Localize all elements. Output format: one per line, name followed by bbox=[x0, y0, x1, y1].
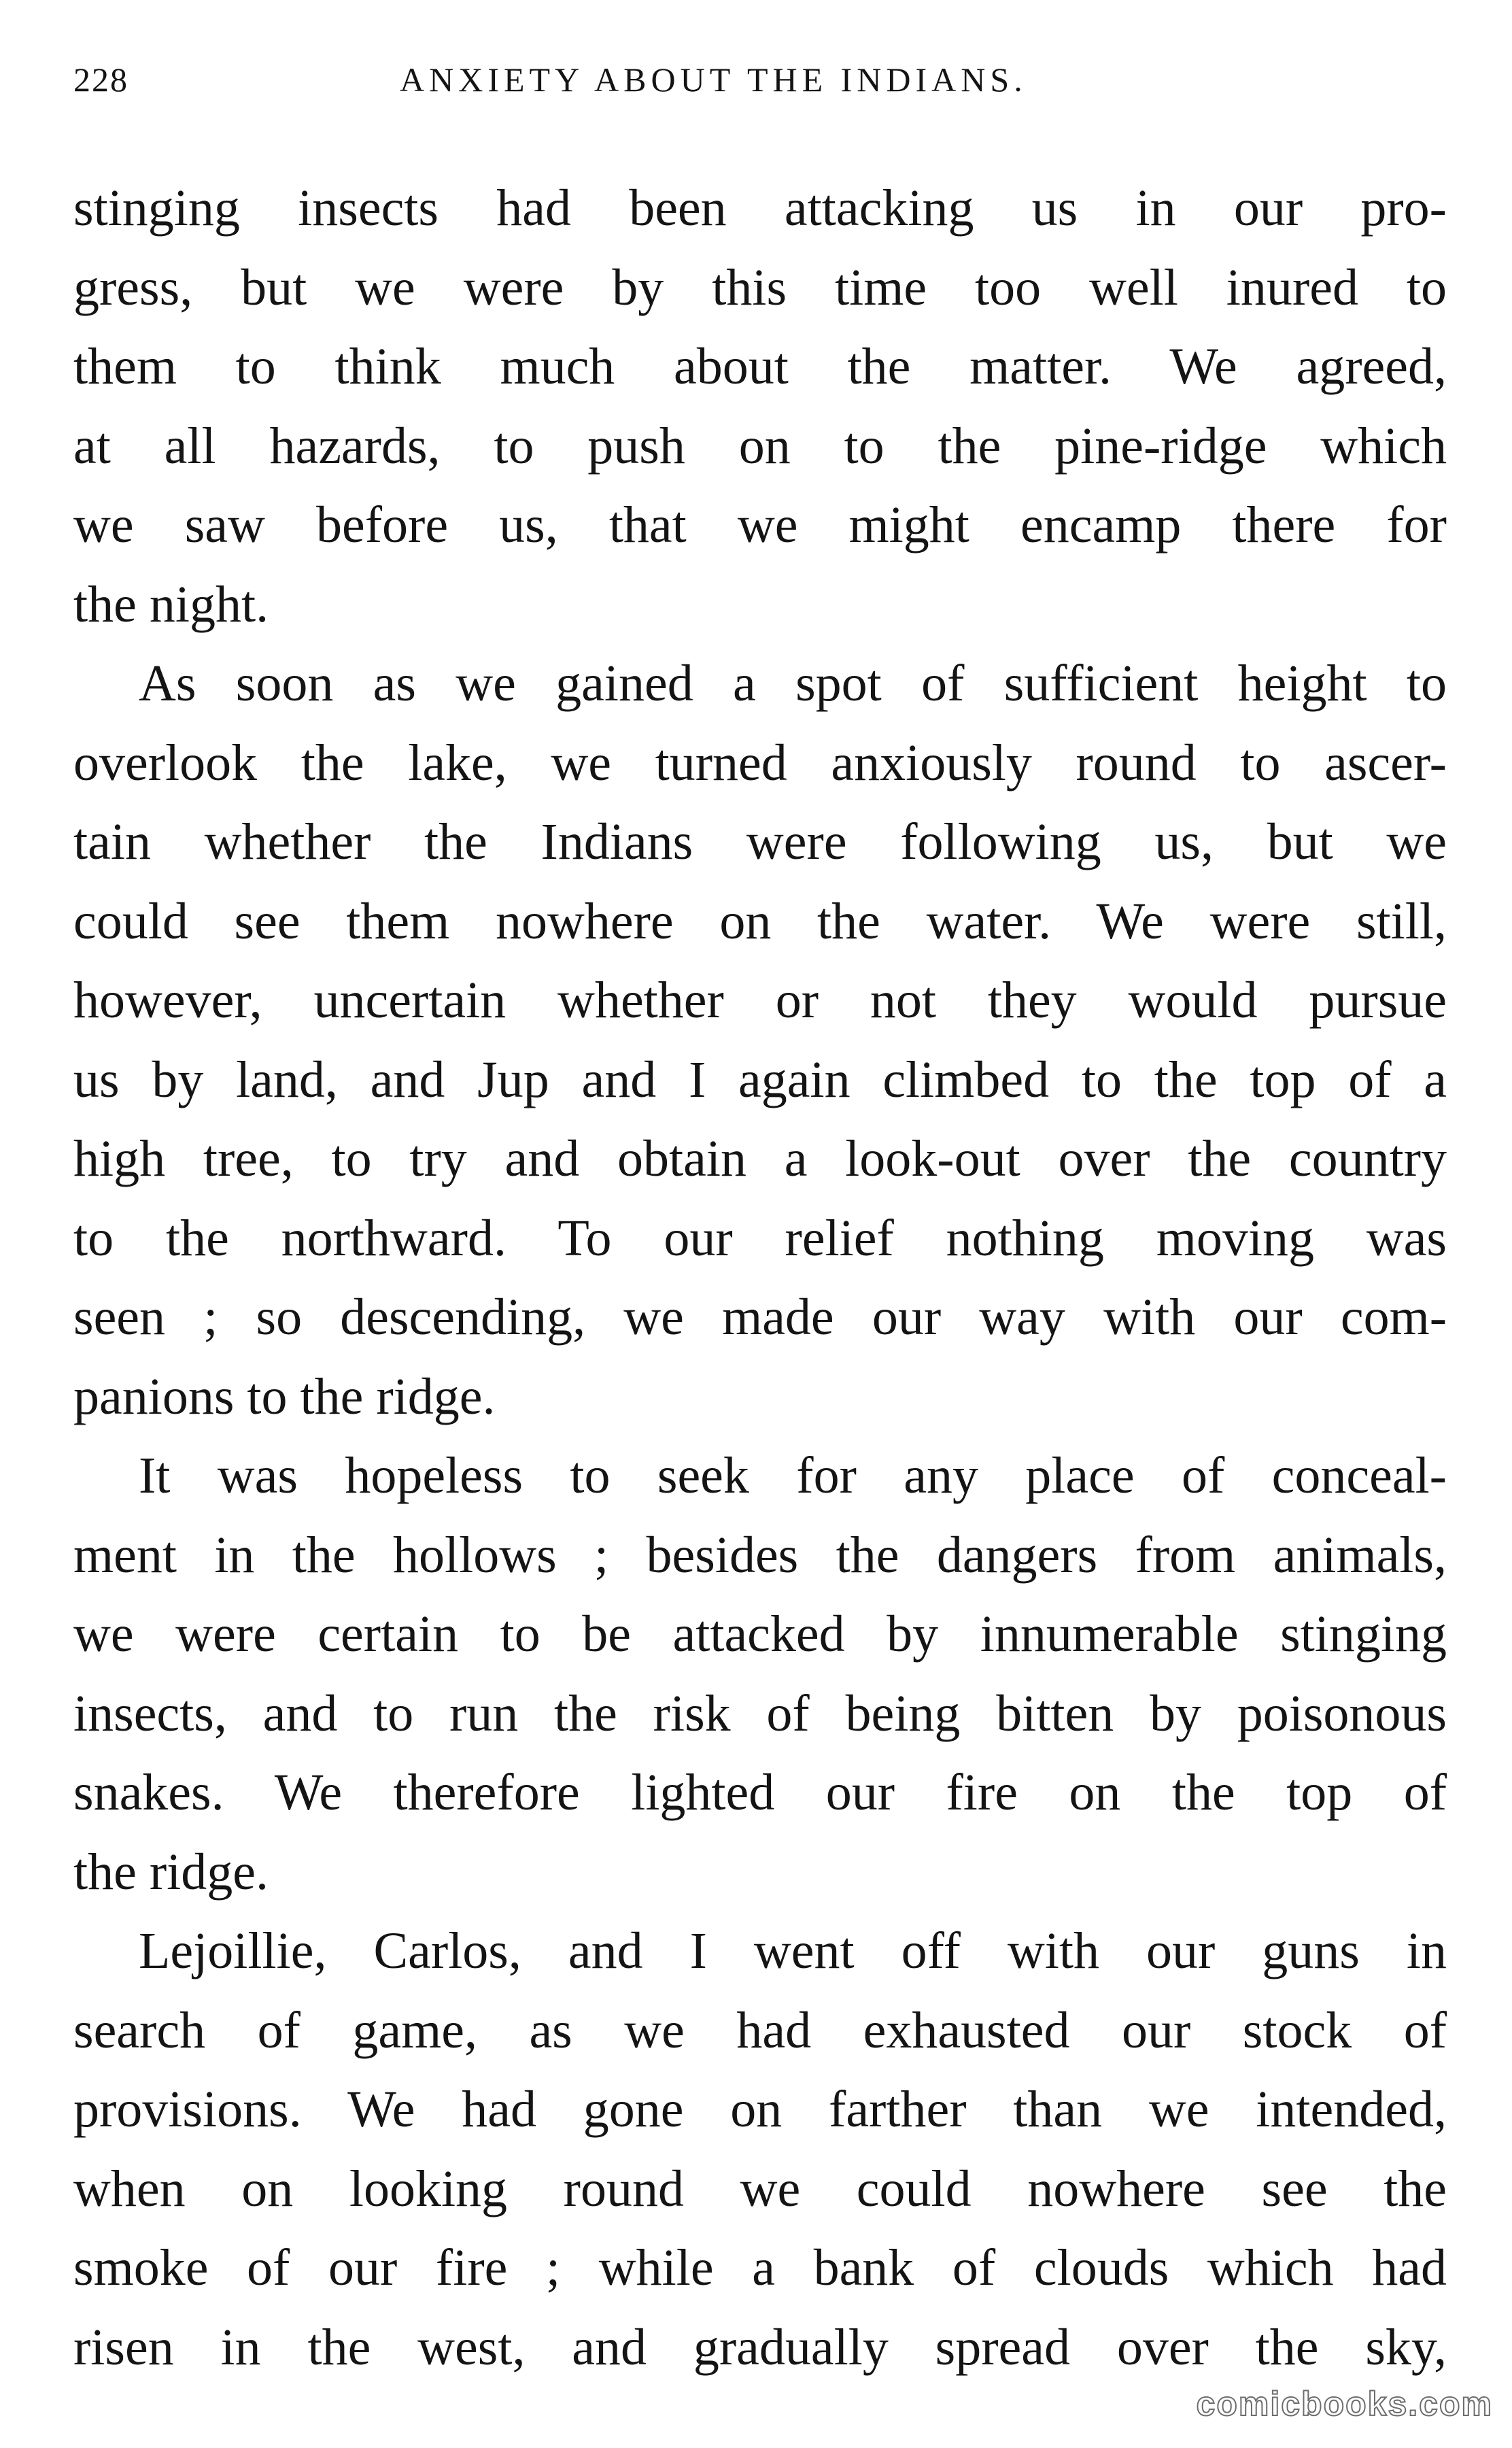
text-line: to the northward. To our relief nothing moving was bbox=[73, 1209, 1447, 1267]
text-line: at all hazards, to push on to the pine-ridge which bbox=[73, 417, 1447, 475]
text-line: As soon as we gained a spot of sufficient height to bbox=[139, 655, 1447, 712]
text-line: ment in the hollows ; besides the dangers from animals, bbox=[73, 1526, 1447, 1584]
text-line: could see them nowhere on the water. We were still, bbox=[73, 892, 1447, 950]
text-line: gress, but we were by this time too well inured to bbox=[73, 258, 1447, 316]
watermark: comicbooks.com bbox=[1196, 2385, 1493, 2423]
text-line: risen in the west, and gradually spread over the sky, bbox=[73, 2318, 1447, 2376]
text-line: provisions. We had gone on farther than we intended, bbox=[73, 2081, 1447, 2138]
text-line: overlook the lake, we turned anxiously round to ascer- bbox=[73, 734, 1447, 792]
text-line: It was hopeless to seek for any place of conceal- bbox=[139, 1447, 1447, 1504]
text-line: high tree, to try and obtain a look-out over the country bbox=[73, 1130, 1447, 1187]
text-line: smoke of our fire ; while a bank of clouds which had bbox=[73, 2239, 1447, 2296]
text-line: when on looking round we could nowhere see the bbox=[73, 2160, 1447, 2217]
running-title: ANXIETY ABOUT THE INDIANS. bbox=[400, 61, 1027, 99]
text-line: panions to the ridge. bbox=[73, 1367, 496, 1425]
text-line: stinging insects had been attacking us in our pro- bbox=[73, 180, 1447, 237]
body-text bbox=[73, 169, 1447, 2387]
text-line: them to think much about the matter. We agreed, bbox=[73, 338, 1447, 395]
text-line: seen ; so descending, we made our way with our com- bbox=[73, 1289, 1447, 1346]
text-line: snakes. We therefore lighted our fire on the top of bbox=[73, 1764, 1447, 1821]
text-line: the ridge. bbox=[73, 1843, 269, 1901]
text-line: tain whether the Indians were following us, but we bbox=[73, 813, 1447, 870]
text-line: Lejoillie, Carlos, and I went off with our guns in bbox=[139, 1922, 1447, 1979]
text-line: us by land, and Jup and I again climbed to the top of a bbox=[73, 1051, 1447, 1108]
text-line: however, uncertain whether or not they would pursue bbox=[73, 972, 1447, 1029]
text-line: we saw before us, that we might encamp there for bbox=[73, 496, 1447, 554]
text-line: the night. bbox=[73, 575, 269, 633]
text-line: insects, and to run the risk of being bitten by poisonous bbox=[73, 1684, 1447, 1742]
text-line: we were certain to be attacked by innumerable stinging bbox=[73, 1605, 1447, 1663]
running-head bbox=[73, 60, 1447, 114]
page-number: 228 bbox=[73, 61, 128, 99]
text-line: search of game, as we had exhausted our stock of bbox=[73, 2001, 1447, 2059]
